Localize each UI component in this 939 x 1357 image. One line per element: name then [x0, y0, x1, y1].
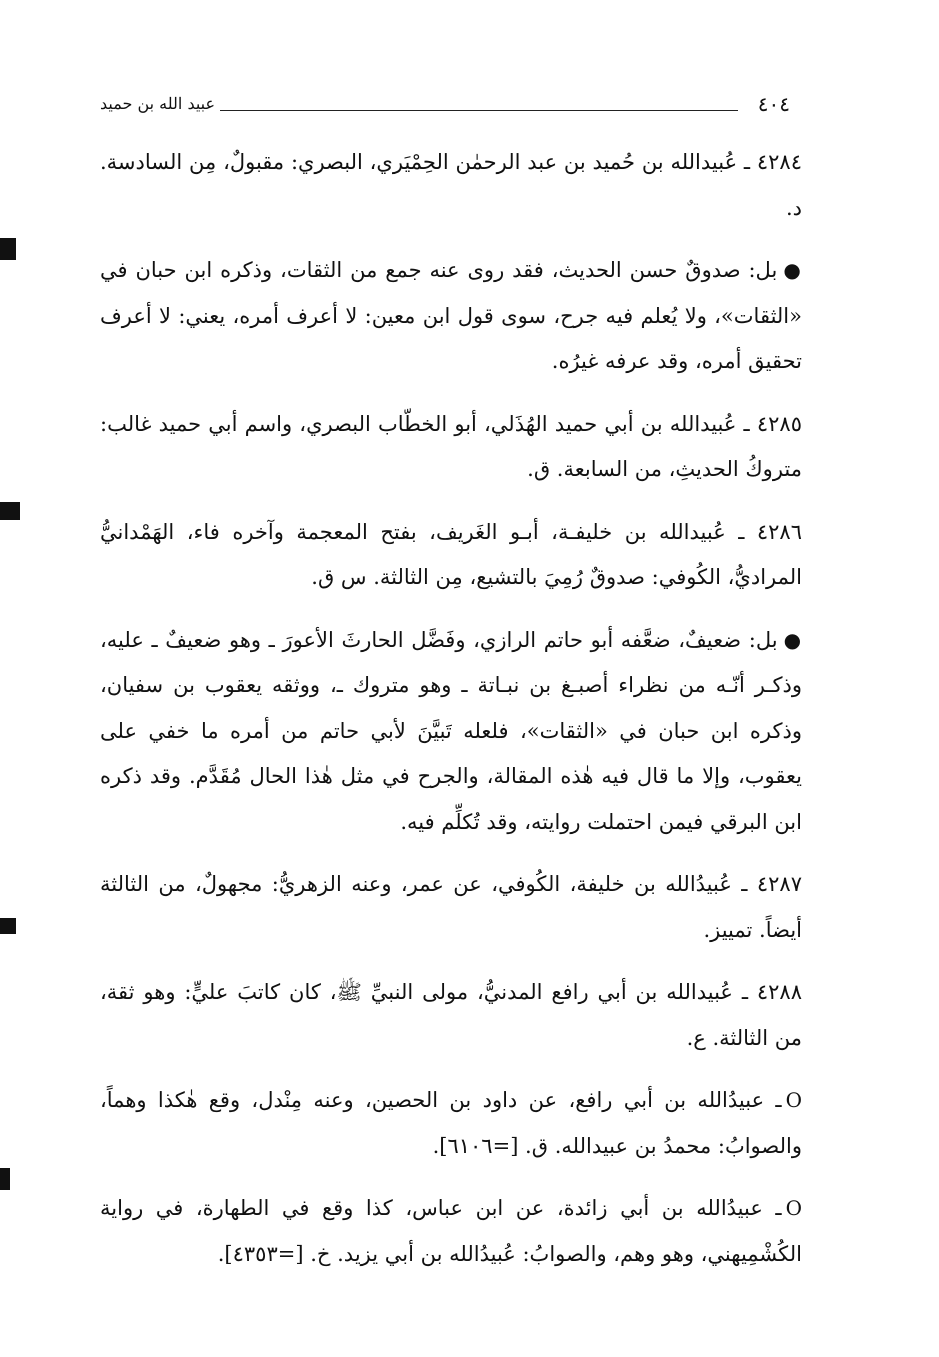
scan-edge-mark: [0, 502, 20, 520]
commentary-paragraph: [100, 618, 802, 846]
page-number: ٤٠٤: [757, 92, 790, 116]
note-paragraph: [100, 1186, 802, 1277]
page-content: [100, 140, 802, 1294]
commentary-text: بل: ضعيفٌ، ضعَّفه أبو حاتم الرازي، وفَضَّل الحارثَ الأعورَ ـ وهو ضعيفٌ ـ عليه، وذكـر أنّـه من نظراء أصبـغ بن نبـاتة ـ وهو متروك ـ، ووثقه يعقوب بن سفيان، وذكره ابن حبان في «الثقات»، فلعله تَبيَّنَ لأبي حاتم من أمره ما خفي على يعقوب، وإلا ما قال فيه هٰذه المقالة، والجرح في مثل هٰذا الحال مُقَدَّم. وقد ذكره ابن البرقي فيمن احتملت روايته، وقد تُكلِّم فيه.: [100, 627, 802, 834]
commentary-4286: [100, 618, 802, 846]
note-text: ـ عبيدُالله بن أبي رافع، عن داود بن الحصين، وعنه مِنْدل، وقع هٰكذا وهماً، والصوابُ: محمدُ بن عبيدالله. ق. [=٦١٠٦].: [100, 1088, 802, 1158]
entry-4286: [100, 510, 802, 601]
entry-text: ٤٢٨٦ ـ عُبيدالله بن خليفـة، أبـو الغَريف، بفتح المعجمة وآخره فاء، الهَمْدانيُّ المراديُّ، الكُوفي: صدوقٌ رُمِيَ بالتشيع، مِن الثالثة. س ق.: [100, 519, 802, 589]
commentary-4284: [100, 248, 802, 385]
note-text: ـ عبيدُالله بن أبي زائدة، عن ابن عباس، كذا وقع في الطهارة، في رواية الكُشْمِيهني، وهو وهم، والصوابُ: عُبيدُالله بن أبي يزيد. خ. [=٤٣٥٣].: [100, 1196, 802, 1266]
circle-marker: O: [785, 1088, 802, 1112]
commentary-paragraph: [100, 248, 802, 385]
entry-text: ٤٢٨٥ ـ عُبيدالله بن أبي حميد الهُذَلي، أبو الخطّاب البصري، واسم أبي حميد غالب: متروكُ الحديثِ، من السابعة. ق.: [100, 411, 802, 481]
bullet-marker: ●: [783, 258, 802, 282]
scan-edge-mark: [0, 238, 16, 260]
bullet-marker: ●: [783, 627, 802, 652]
running-title: عبيد الله بن حميد: [100, 94, 216, 113]
commentary-text: بل: صدوقٌ حسن الحديث، فقد روى عنه جمع من الثقات، وذكره ابن حبان في «الثقات»، ولا يُعلم فيه جرح، سوى قول ابن معين: لا أعرف أمره، يعني: لا أعرف تحقيق أمره، وقد عرفه غيرُه.: [100, 258, 802, 373]
note-entry: [100, 1186, 802, 1277]
entry-text: ٤٢٨٨ ـ عُبيدالله بن أبي رافع المدنيُّ، مولى النبيِّ ﷺ، كان كاتبَ عليٍّ: وهو ثقة، من الثالثة. ع.: [100, 980, 802, 1050]
scan-edge-mark: [0, 918, 16, 934]
scan-edge-mark: [0, 1168, 10, 1190]
entry-4288: [100, 970, 802, 1061]
circle-marker: O: [785, 1196, 802, 1220]
page-header: [100, 88, 790, 128]
entry-text: ٤٢٨٤ ـ عُبيدالله بن حُميد بن عبد الرحمٰن الحِمْيَري، البصري: مقبولٌ، مِن السادسة. د.: [100, 150, 802, 220]
header-rule: [220, 110, 738, 111]
entry-4284: [100, 140, 802, 231]
note-paragraph: [100, 1078, 802, 1169]
entry-4287: [100, 862, 802, 953]
entry-4285: [100, 402, 802, 493]
entry-text: ٤٢٨٧ ـ عُبيدُالله بن خليفة، الكُوفي، عن عمر، وعنه الزهريُّ: مجهولٌ، من الثالثة أيضاً. تمييز.: [100, 872, 802, 942]
note-entry: [100, 1078, 802, 1169]
